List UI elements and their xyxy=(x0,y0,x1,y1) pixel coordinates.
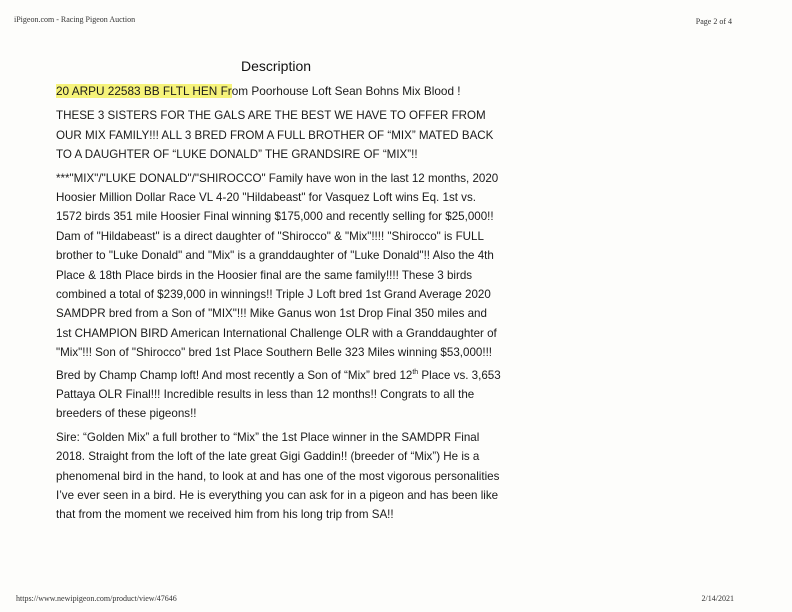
family-line: Dam of "Hildabeast" is a direct daughter of "Shirocco" & "Mix"!!!! "Shirocco" is FULL xyxy=(56,229,484,243)
intro-paragraph xyxy=(56,106,724,164)
sire-line: that from the moment we received him from his long trip from SA!! xyxy=(56,508,394,522)
sire-line: Sire: “Golden Mix” a full brother to “Mix” the 1st Place winner in the SAMDPR Final xyxy=(56,430,480,444)
family-line: Bred by Champ Champ loft! And most recently a Son of “Mix” bred 12 xyxy=(56,368,413,382)
family-line: ***"MIX"/"LUKE DONALD"/"SHIROCCO" Family have won in the last 12 months, 2020 xyxy=(56,171,499,185)
sire-line: phenomenal bird in the hand, to look at and has one of the most vigorous personalities xyxy=(56,469,500,483)
highlighted-band-text: 20 ARPU 22583 BB FLTL HEN Fr xyxy=(56,84,232,98)
family-line: 1572 birds 351 mile Hoosier Final winning $175,000 and recently selling for $25,000!! xyxy=(56,210,494,224)
headline-rest: om Poorhouse Loft Sean Bohns Mix Blood ! xyxy=(231,84,461,98)
family-line: "Mix"!!! Son of "Shirocco" bred 1st Place Southern Belle 323 Miles winning $53,000!!! xyxy=(56,346,493,360)
family-line: breeders of these pigeons!! xyxy=(56,407,197,421)
sire-line: 2018. Straight from the loft of the late great Gigi Gaddin!! (breeder of “Mix”) He is a xyxy=(56,450,480,464)
family-line: brother to "Luke Donald" and "Mix" is a granddaughter of "Luke Donald"!! Also the 4th xyxy=(56,249,494,263)
family-line: combined a total of $239,000 in winnings!! Triple J Loft bred 1st Grand Average 2020 xyxy=(56,288,491,302)
ordinal-superscript: th xyxy=(412,368,419,376)
sire-paragraph xyxy=(56,428,724,525)
intro-line: THESE 3 SISTERS FOR THE GALS ARE THE BEST WE HAVE TO OFFER FROM xyxy=(56,109,486,123)
family-paragraph xyxy=(56,169,724,424)
header-site-title: iPigeon.com - Racing Pigeon Auction xyxy=(14,15,136,24)
family-line: 1st CHAMPION BIRD American International Challenge OLR with a Granddaughter of xyxy=(56,326,497,340)
sire-line: I’ve ever seen in a bird. He is everything you can ask for in a pigeon and has been like xyxy=(56,488,499,502)
footer-url: https://www.newipigeon.com/product/view/47646 xyxy=(16,594,177,603)
family-line: Place vs. 3,653 xyxy=(418,368,501,382)
footer-date: 2/14/2021 xyxy=(701,594,734,603)
family-line: Place & 18th Place birds in the Hoosier final are the same family!!!! These 3 birds xyxy=(56,268,473,282)
intro-line: OUR MIX FAMILY!!! ALL 3 BRED FROM A FULL BROTHER OF “MIX” MATED BACK xyxy=(56,128,494,142)
description-body xyxy=(56,82,724,525)
family-line: Pattaya OLR Final!!! Incredible results in less than 12 months!! Congrats to all the xyxy=(56,387,475,401)
family-line: SAMDPR bred from a Son of "MIX"!!! Mike Ganus won 1st Drop Final 350 miles and xyxy=(56,307,487,321)
page-title: Description xyxy=(241,58,312,74)
listing-headline xyxy=(56,82,724,101)
header-page-number: Page 2 of 4 xyxy=(695,17,732,26)
intro-line: TO A DAUGHTER OF “LUKE DONALD” THE GRANDSIRE OF “MIX”!! xyxy=(56,148,418,162)
family-line: Hoosier Million Dollar Race VL 4-20 "Hildabeast" for Vasquez Loft wins Eq. 1st vs. xyxy=(56,191,476,205)
